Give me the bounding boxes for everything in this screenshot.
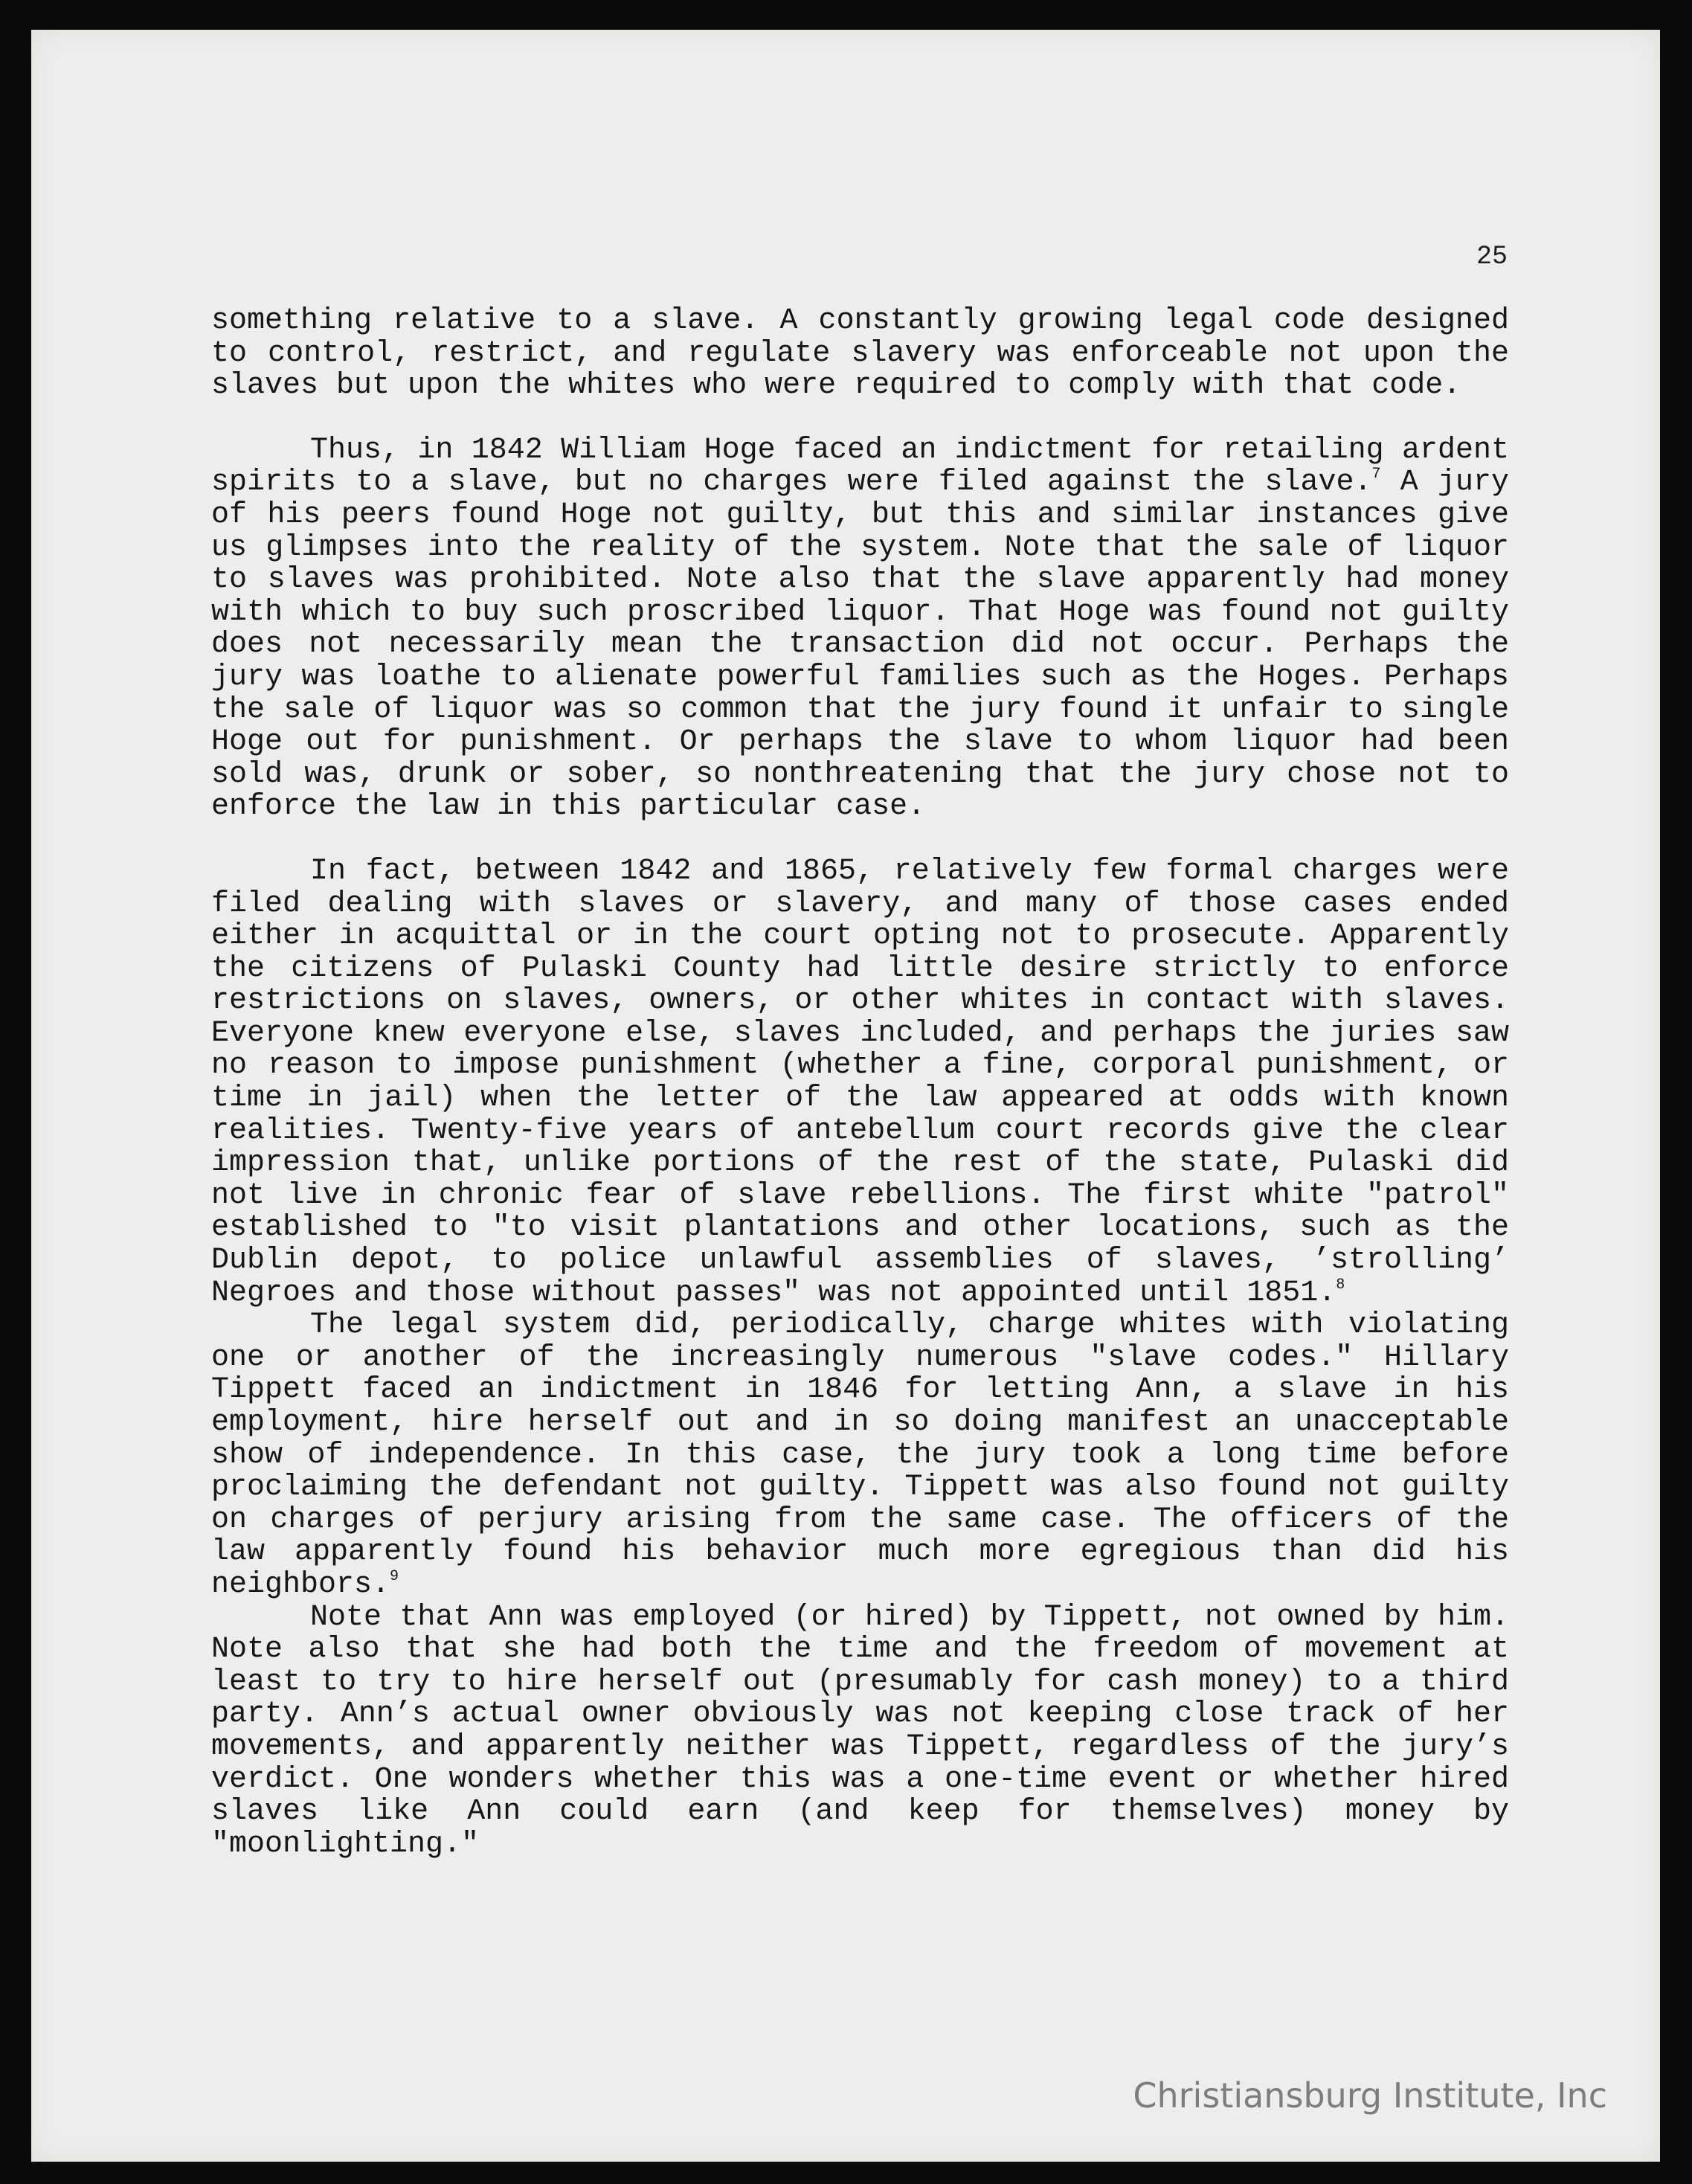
paragraph-text: Note that Ann was employed (or hired) by Tippett, not owned by him. Note also that she had both the time and the freedom of movement at least to try to hire herself out (presumably for cash money) to a third party. Ann’s actual owner obviously was not keeping close track of her movements, and apparently neither was Tippett, regardless of the jury’s verdict. One wonders whether this was a one-time event or whether hired slaves like Ann could earn (and keep for themselves) money by "moonlighting." [211, 1600, 1509, 1861]
paragraph [211, 1602, 1509, 1861]
paragraph-text: something relative to a slave. A constantly growing legal code designed to control, restrict, and regulate slavery was enforceable not upon the slaves but upon the whites who were required to comply with that code. [211, 304, 1509, 403]
document-page [31, 30, 1660, 2162]
body-text [211, 305, 1509, 1860]
page-number: 25 [1476, 242, 1508, 272]
footnote-marker: 8 [1336, 1276, 1345, 1294]
footnote-marker: 9 [390, 1567, 399, 1585]
paragraph-text: Thus, in 1842 William Hoge faced an indictment for retailing ardent spirits to a slave, but no charges were filed against the slave. [211, 433, 1509, 500]
paragraph [211, 434, 1509, 823]
paragraph [211, 1309, 1509, 1601]
paragraph-text: The legal system did, periodically, charge whites with violating one or another of the increasingly numerous "slave codes." Hillary Tippett faced an indictment in 1846 for letting Ann, a slave in his employment, hire herself out and in so doing manifest an unacceptable show of independence. In this case, the jury took a long time before proclaiming the defendant not guilty. Tippett was also found not guilty on charges of perjury arising from the same case. The officers of the law apparently found his behavior much more egregious than did his neighbors. [211, 1308, 1509, 1602]
footnote-marker: 7 [1371, 466, 1381, 484]
paragraph-text: A jury of his peers found Hoge not guilty, but this and similar instances give us glimpses into the reality of the system. Note that the sale of liquor to slaves was prohibited. Note also that the slave apparently had money with which to buy such proscribed liquor. That Hoge was found not guilty does not necessarily mean the transaction did not occur. Perhaps the jury was loathe to alienate powerful families such as the Hoges. Perhaps the sale of liquor was so common that the jury found it unfair to single Hoge out for punishment. Or perhaps the slave to whom liquor had been sold was, drunk or sober, so nonthreatening that the jury chose not to enforce the law in this particular case. [211, 466, 1510, 824]
paragraph [211, 305, 1509, 402]
paragraph [211, 855, 1509, 1309]
paragraph-text: In fact, between 1842 and 1865, relatively few formal charges were filed dealing with slaves or slavery, and many of those cases ended either in acquittal or in the court opting not to prosecute. Apparently the citizens of Pulaski County had little desire strictly to enforce restrictions on slaves, owners, or other whites in contact with slaves. Everyone knew everyone else, slaves included, and perhaps the juries saw no reason to impose punishment (whether a fine, corporal punishment, or time in jail) when the letter of the law appeared at odds with known realities. Twenty-five years of antebellum court records give the clear impression that, unlike portions of the rest of the state, Pulaski did not live in chronic fear of slave rebellions. The first white "patrol" established to "to visit plantations and other locations, such as the Dublin depot, to police unlawful assemblies of slaves, ’strolling’ Negroes and those without passes" was not appointed until 1851. [211, 854, 1509, 1310]
watermark: Christiansburg Institute, Inc [1133, 2075, 1607, 2116]
